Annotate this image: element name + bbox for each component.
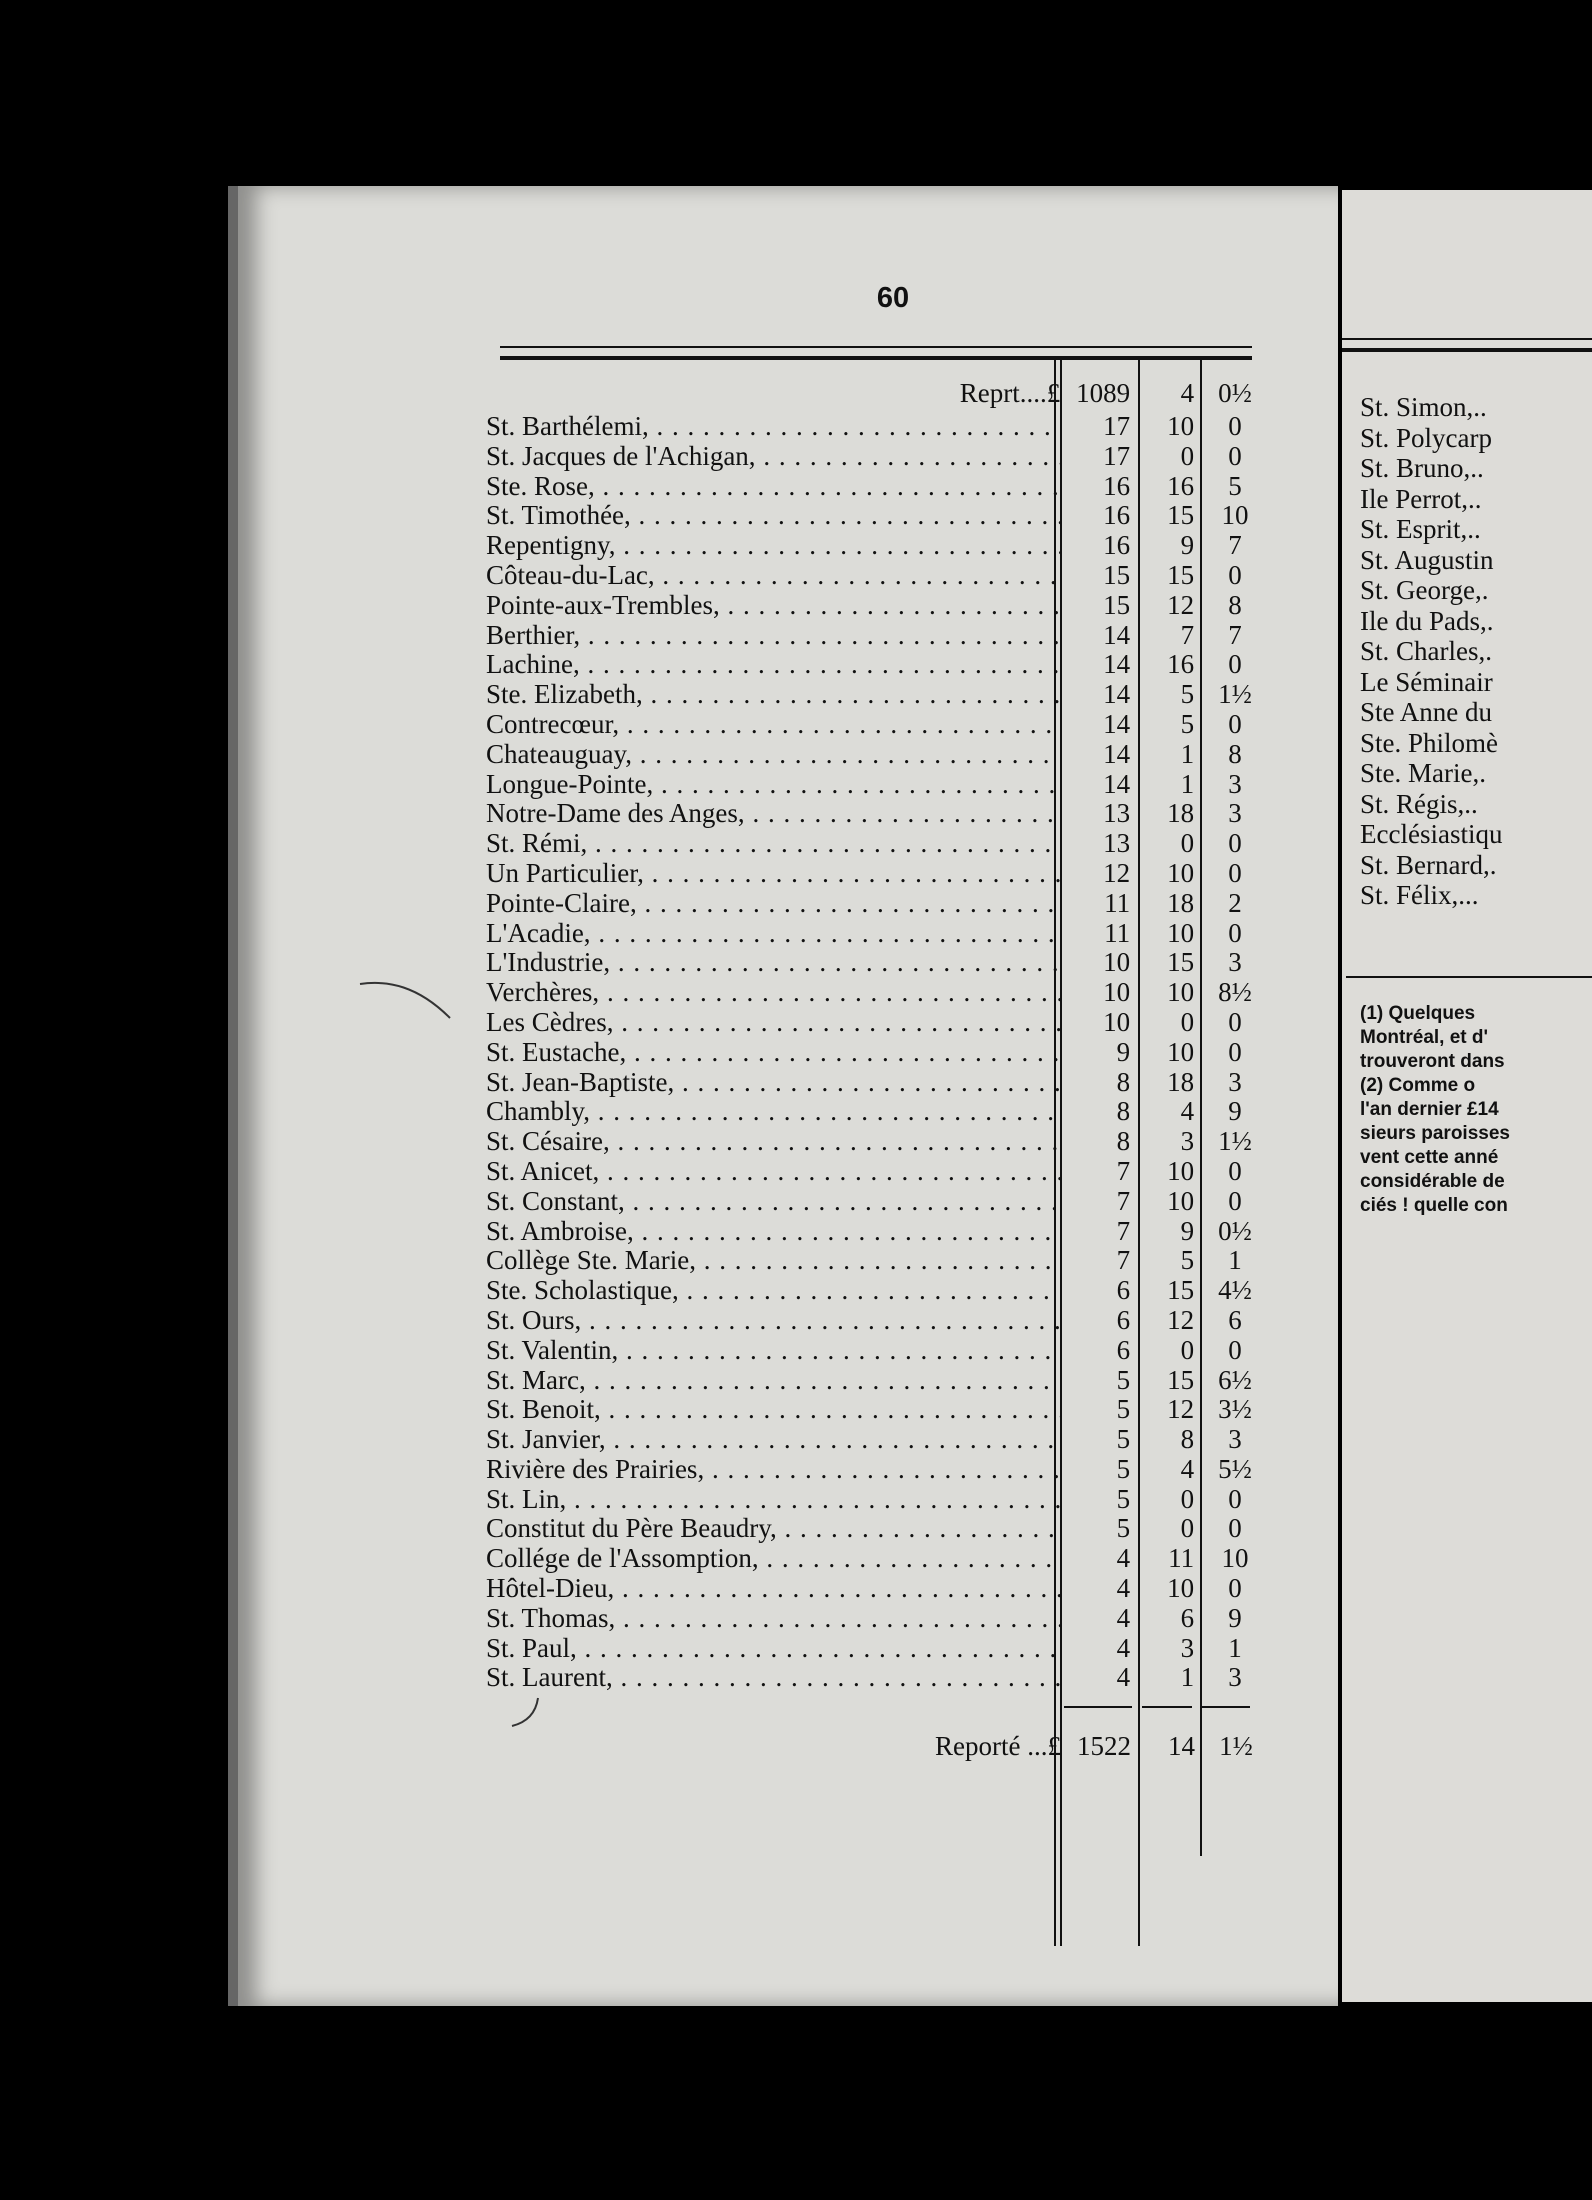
shillings-cell: 0 (1180, 1334, 1195, 1365)
pounds-cell: 4 (1116, 1662, 1131, 1693)
ledger-row (486, 859, 1266, 889)
parish-name: Ste. Rose, . . . (486, 472, 1060, 502)
pounds-cell: 4 (1116, 1543, 1131, 1574)
report-in-pence: 0½ (1218, 378, 1252, 408)
pence-cell: 0 (1228, 411, 1242, 441)
right-note-line: l'an dernier £14 (1360, 1099, 1499, 1120)
parish-name: St. Janvier, . . . (486, 1425, 1060, 1455)
parish-name: Repentigny, . . . (486, 531, 1060, 561)
right-list-item: Le Séminair (1360, 666, 1493, 697)
parish-name: St. Constant, . . . (486, 1187, 1060, 1217)
parish-name: St. Thomas, . . . (486, 1604, 1060, 1634)
ledger-row (486, 1336, 1266, 1366)
ledger-row (486, 1574, 1266, 1604)
parish-name: St. Ambroise, . . . (486, 1217, 1060, 1247)
parish-name: Pointe-Claire, . . . (486, 889, 1060, 919)
ledger-row (486, 978, 1266, 1008)
ledger-row (486, 1068, 1266, 1098)
pounds-cell: 11 (1104, 917, 1131, 948)
pence-cell: 3 (1228, 768, 1242, 799)
parish-name: St. Jean-Baptiste, . . . (486, 1068, 1060, 1098)
pence-cell: 0 (1228, 1155, 1242, 1186)
ledger-row (486, 1455, 1266, 1485)
shillings-cell: 10 (1167, 411, 1195, 441)
ledger-row (486, 412, 1266, 442)
shillings-cell: 12 (1167, 1394, 1195, 1425)
pounds-cell: 7 (1116, 1155, 1131, 1186)
pence-cell: 1½ (1218, 1126, 1252, 1157)
pounds-cell: 6 (1116, 1334, 1131, 1365)
pence-cell: 10 (1221, 1543, 1249, 1574)
shillings-cell: 10 (1167, 1573, 1195, 1604)
shillings-cell: 18 (1167, 798, 1195, 829)
ledger-row (486, 1127, 1266, 1157)
pounds-cell: 4 (1116, 1573, 1131, 1604)
shillings-cell: 10 (1167, 857, 1195, 888)
shillings-cell: 0 (1180, 1006, 1195, 1037)
shillings-cell: 18 (1167, 1066, 1195, 1097)
pencil-tick-mark (508, 1694, 548, 1734)
shillings-cell: 9 (1180, 1215, 1195, 1246)
shillings-cell: 15 (1167, 1364, 1195, 1395)
pence-cell: 8½ (1218, 977, 1252, 1008)
shillings-cell: 12 (1167, 589, 1195, 620)
shillings-cell: 5 (1180, 679, 1195, 710)
pounds-cell: 5 (1116, 1364, 1131, 1395)
ledger-row (486, 442, 1266, 472)
pence-cell: 3 (1228, 947, 1242, 978)
parish-name: Collége de l'Assomption, . . . (486, 1544, 1060, 1574)
pence-cell: 8 (1228, 738, 1242, 769)
right-note-line: sieurs paroisses (1360, 1123, 1510, 1144)
pounds-cell: 17 (1103, 411, 1131, 441)
pounds-cell: 5 (1116, 1483, 1131, 1514)
ledger-row (486, 531, 1266, 561)
right-header-rule (1342, 338, 1592, 352)
right-list-item: St. Bruno,.. (1360, 453, 1484, 483)
pounds-cell: 7 (1116, 1185, 1131, 1216)
ledger-row (486, 1604, 1266, 1634)
parish-name: Chateauguay, . . . (486, 740, 1060, 770)
parish-name: St. Timothée, . . . (486, 501, 1060, 531)
ledger-rows (486, 412, 1266, 1693)
ledger-row (486, 1514, 1266, 1544)
ledger-row (486, 1306, 1266, 1336)
pounds-cell: 14 (1103, 708, 1131, 739)
parish-name: St. Césaire, . . . (486, 1127, 1060, 1157)
ledger-row (486, 1217, 1266, 1247)
pence-cell: 3 (1228, 1066, 1242, 1097)
right-list-item: St. Régis,.. (1360, 788, 1478, 819)
ledger-row (486, 650, 1266, 680)
shillings-cell: 10 (1167, 1036, 1195, 1067)
pence-cell: 0 (1228, 857, 1242, 888)
pounds-cell: 7 (1116, 1245, 1131, 1276)
right-page-notes (1360, 1002, 1510, 1218)
pounds-cell: 13 (1103, 798, 1131, 829)
ledger-row (486, 799, 1266, 829)
ledger-row (486, 501, 1266, 531)
shillings-cell: 15 (1167, 500, 1195, 531)
pence-cell: 0 (1228, 828, 1242, 859)
parish-name: Rivière des Prairies, . . . (486, 1455, 1060, 1485)
pounds-cell: 6 (1116, 1304, 1131, 1335)
pence-cell: 6 (1228, 1304, 1242, 1335)
right-list-item: St. Augustin (1360, 544, 1494, 575)
parish-name: Un Particulier, . . . (486, 859, 1060, 889)
pounds-cell: 9 (1116, 1036, 1131, 1067)
shillings-cell: 3 (1180, 1632, 1195, 1663)
parish-name: St. Lin, . . . (486, 1485, 1060, 1515)
ledger-row (486, 561, 1266, 591)
pence-cell: 0 (1228, 559, 1242, 590)
pence-cell: 0 (1228, 1036, 1242, 1067)
right-list-item: Ile Perrot,.. (1360, 483, 1482, 514)
ledger-row (486, 1038, 1266, 1068)
pence-cell: 9 (1228, 1602, 1242, 1633)
right-list-item: Ste. Marie,. (1360, 758, 1486, 788)
pence-cell: 0 (1228, 917, 1242, 948)
shillings-cell: 1 (1180, 768, 1195, 799)
parish-name: Verchères, . . . (486, 978, 1060, 1008)
ledger-row (486, 1008, 1266, 1038)
shillings-cell: 0 (1180, 1483, 1195, 1514)
ledger-row (486, 710, 1266, 740)
shillings-cell: 10 (1167, 1155, 1195, 1186)
pounds-cell: 4 (1116, 1602, 1131, 1633)
shillings-cell: 1 (1180, 738, 1195, 769)
right-notes-rule (1346, 976, 1592, 978)
right-note-line: (2) Comme o (1360, 1075, 1476, 1096)
shillings-cell: 5 (1180, 1245, 1195, 1276)
shillings-cell: 11 (1168, 1543, 1195, 1574)
ledger-row (486, 1395, 1266, 1425)
pence-cell: 0 (1228, 1334, 1242, 1365)
ledger-row (486, 472, 1266, 502)
parish-name: St. Eustache, . . . (486, 1038, 1060, 1068)
report-out-label: Reporté ...£ (935, 1731, 1061, 1761)
pence-cell: 7 (1228, 619, 1242, 650)
ledger-row (486, 770, 1266, 800)
ledger-row (486, 1276, 1266, 1306)
pence-cell: 0 (1228, 649, 1242, 680)
pounds-cell: 15 (1103, 589, 1131, 620)
ledger-row (486, 1187, 1266, 1217)
right-note-line: ciés ! quelle con (1360, 1195, 1508, 1216)
parish-name: Ste. Scholastique, . . . (486, 1276, 1060, 1306)
pounds-cell: 6 (1116, 1275, 1131, 1306)
pounds-cell: 13 (1103, 828, 1131, 859)
parish-name: St. Barthélemi, . . . (486, 412, 1060, 442)
ledger-table (486, 374, 1266, 1693)
pounds-cell: 7 (1116, 1215, 1131, 1246)
parish-name: Collège Ste. Marie, . . . (486, 1246, 1060, 1276)
right-list-item: St. Simon,.. (1360, 392, 1487, 422)
pence-cell: 2 (1228, 887, 1242, 918)
shillings-cell: 0 (1180, 440, 1195, 471)
parish-name: Ste. Elizabeth, . . . (486, 680, 1060, 710)
right-note-line: vent cette anné (1360, 1147, 1499, 1168)
pence-cell: 9 (1228, 1096, 1242, 1127)
right-list-item: St. Esprit,.. (1360, 514, 1481, 544)
pounds-cell: 16 (1103, 500, 1131, 531)
pence-cell: 8 (1228, 589, 1242, 620)
report-in-label: Rep⁠rt....£ (959, 378, 1061, 408)
shillings-cell: 10 (1167, 977, 1195, 1008)
ledger-row (486, 680, 1266, 710)
pounds-cell: 8 (1116, 1066, 1131, 1097)
left-page (228, 186, 1338, 2006)
right-note-line: (1) Quelques (1360, 1003, 1476, 1024)
ledger-row (486, 889, 1266, 919)
pence-cell: 3½ (1218, 1394, 1252, 1425)
parish-name: Longue-Pointe, . . . (486, 770, 1060, 800)
parish-name: St. Ours, . . . (486, 1306, 1060, 1336)
shillings-cell: 15 (1167, 1275, 1195, 1306)
pence-cell: 0 (1228, 1513, 1242, 1544)
pence-cell: 3 (1228, 1662, 1242, 1693)
parish-name: Chambly, . . . (486, 1097, 1060, 1127)
right-page-list (1360, 392, 1502, 911)
parish-name: Constitut du Père Beaudry, . . . (486, 1514, 1060, 1544)
pence-cell: 1 (1228, 1245, 1242, 1276)
parish-name: St. Paul, . . . (486, 1634, 1060, 1664)
page-number: 60 (876, 282, 910, 314)
pence-cell: 0 (1228, 1006, 1242, 1037)
parish-name: Côteau-du-Lac, . . . (486, 561, 1060, 591)
pence-cell: 6½ (1218, 1364, 1252, 1395)
pence-cell: 4½ (1218, 1275, 1252, 1306)
pence-cell: 0 (1228, 708, 1242, 739)
pounds-cell: 10 (1103, 947, 1131, 978)
shillings-cell: 7 (1180, 619, 1195, 650)
pence-cell: 0 (1228, 440, 1242, 471)
pounds-cell: 14 (1103, 679, 1131, 710)
sum-rule-shillings (1142, 1706, 1192, 1708)
pounds-cell: 8 (1116, 1096, 1131, 1127)
pounds-cell: 10 (1103, 977, 1131, 1008)
pence-cell: 1 (1228, 1632, 1242, 1663)
pounds-cell: 8 (1116, 1126, 1131, 1157)
pence-cell: 10 (1221, 500, 1249, 531)
ledger-row (486, 591, 1266, 621)
shillings-cell: 18 (1167, 887, 1195, 918)
right-list-item: Ste Anne du (1360, 697, 1492, 727)
right-list-item: St. Bernard,. (1360, 849, 1497, 880)
shillings-cell: 15 (1167, 559, 1195, 590)
shillings-cell: 10 (1167, 1185, 1195, 1216)
right-list-item: St. Polycarp (1360, 422, 1492, 453)
parish-name: Hôtel-Dieu, . . . (486, 1574, 1060, 1604)
ledger-row (486, 1544, 1266, 1574)
right-list-item: St. George,. (1360, 575, 1489, 605)
ledger-row (486, 1425, 1266, 1455)
pence-cell: 5½ (1218, 1453, 1252, 1484)
ledger-row (486, 740, 1266, 770)
parish-name: Notre-Dame des Anges, . . . (486, 799, 1060, 829)
ledger-row (486, 1366, 1266, 1396)
report-in-pounds: 1089 (1076, 378, 1131, 408)
ledger-row (486, 621, 1266, 651)
ledger-row (486, 919, 1266, 949)
pounds-cell: 11 (1104, 887, 1131, 918)
pence-cell: 0 (1228, 1483, 1242, 1514)
pounds-cell: 14 (1103, 649, 1131, 680)
right-page (1342, 190, 1592, 2002)
pounds-cell: 17 (1103, 440, 1131, 471)
shillings-cell: 9 (1180, 530, 1195, 561)
shillings-cell: 0 (1180, 828, 1195, 859)
report-out-pence: 1½ (1219, 1731, 1253, 1761)
ledger-row (486, 1485, 1266, 1515)
shillings-cell: 5 (1180, 708, 1195, 739)
report-out-row (486, 1726, 1267, 1766)
parish-name: L'Acadie, . . . (486, 919, 1060, 949)
pounds-cell: 10 (1103, 1006, 1131, 1037)
pounds-cell: 12 (1103, 857, 1131, 888)
shillings-cell: 15 (1167, 947, 1195, 978)
shillings-cell: 3 (1180, 1126, 1195, 1157)
pence-cell: 0½ (1218, 1215, 1252, 1246)
report-in-shillings: 4 (1180, 378, 1195, 408)
shillings-cell: 16 (1167, 649, 1195, 680)
right-list-item: Ecclésiastiqu (1360, 819, 1503, 849)
parish-name: Les Cèdres, . . . (486, 1008, 1060, 1038)
shillings-cell: 10 (1167, 917, 1195, 948)
parish-name: Pointe-aux-Trembles, . . . (486, 591, 1060, 621)
ledger-row (486, 1097, 1266, 1127)
pence-cell: 0 (1228, 1185, 1242, 1216)
pounds-cell: 14 (1103, 768, 1131, 799)
pounds-cell: 5 (1116, 1453, 1131, 1484)
pounds-cell: 16 (1103, 470, 1131, 501)
pounds-cell: 4 (1116, 1632, 1131, 1663)
pence-cell: 7 (1228, 530, 1242, 561)
ledger-row (486, 948, 1266, 978)
report-in-row (486, 374, 1266, 412)
parish-name: St. Valentin, . . . (486, 1336, 1060, 1366)
pence-cell: 1½ (1218, 679, 1252, 710)
shillings-cell: 1 (1180, 1662, 1195, 1693)
shillings-cell: 16 (1167, 470, 1195, 501)
parish-name: St. Rémi, . . . (486, 829, 1060, 859)
pounds-cell: 14 (1103, 619, 1131, 650)
right-note-line: Montréal, et d' (1360, 1027, 1489, 1048)
parish-name: Lachine, . . . (486, 650, 1060, 680)
report-out-pounds: 1522 (1077, 1731, 1131, 1761)
right-note-line: considérable de (1360, 1171, 1505, 1192)
right-list-item: St. Charles,. (1360, 636, 1492, 666)
pounds-cell: 15 (1103, 559, 1131, 590)
shillings-cell: 4 (1180, 1096, 1195, 1127)
parish-name: St. Anicet, . . . (486, 1157, 1060, 1187)
pence-cell: 0 (1228, 1573, 1242, 1604)
ledger-row (486, 1157, 1266, 1187)
pence-cell: 3 (1228, 1424, 1242, 1455)
ledger-row (486, 829, 1266, 859)
pencil-mark (358, 976, 458, 1026)
ledger-row (486, 1634, 1266, 1664)
parish-name: L'Industrie, . . . (486, 948, 1060, 978)
parish-name: St. Laurent, . . . (486, 1663, 1060, 1693)
pence-cell: 5 (1228, 470, 1242, 501)
parish-name: St. Marc, . . . (486, 1366, 1060, 1396)
pounds-cell: 5 (1116, 1513, 1131, 1544)
sum-rule-pence (1200, 1706, 1250, 1708)
sum-rule-pounds (1064, 1706, 1132, 1708)
ledger-row (486, 1663, 1266, 1693)
right-list-item: Ile du Pads,. (1360, 605, 1494, 636)
parish-name: Berthier, . . . (486, 621, 1060, 651)
right-note-line: trouveront dans (1360, 1051, 1505, 1072)
right-list-item: St. Félix,... (1360, 880, 1479, 910)
pounds-cell: 5 (1116, 1424, 1131, 1455)
shillings-cell: 12 (1167, 1304, 1195, 1335)
parish-name: Contrecœur, . . . (486, 710, 1060, 740)
parish-name: St. Benoit, . . . (486, 1395, 1060, 1425)
shillings-cell: 4 (1180, 1453, 1195, 1484)
shillings-cell: 8 (1180, 1424, 1195, 1455)
shillings-cell: 0 (1180, 1513, 1195, 1544)
parish-name: St. Jacques de l'Achigan, . . . (486, 442, 1060, 472)
pounds-cell: 5 (1116, 1394, 1131, 1425)
ledger-row (486, 1246, 1266, 1276)
pounds-cell: 14 (1103, 738, 1131, 769)
pounds-cell: 16 (1103, 530, 1131, 561)
pence-cell: 3 (1228, 798, 1242, 829)
right-list-item: Ste. Philomè (1360, 727, 1499, 758)
report-out-shillings: 14 (1168, 1731, 1195, 1761)
shillings-cell: 6 (1180, 1602, 1195, 1633)
